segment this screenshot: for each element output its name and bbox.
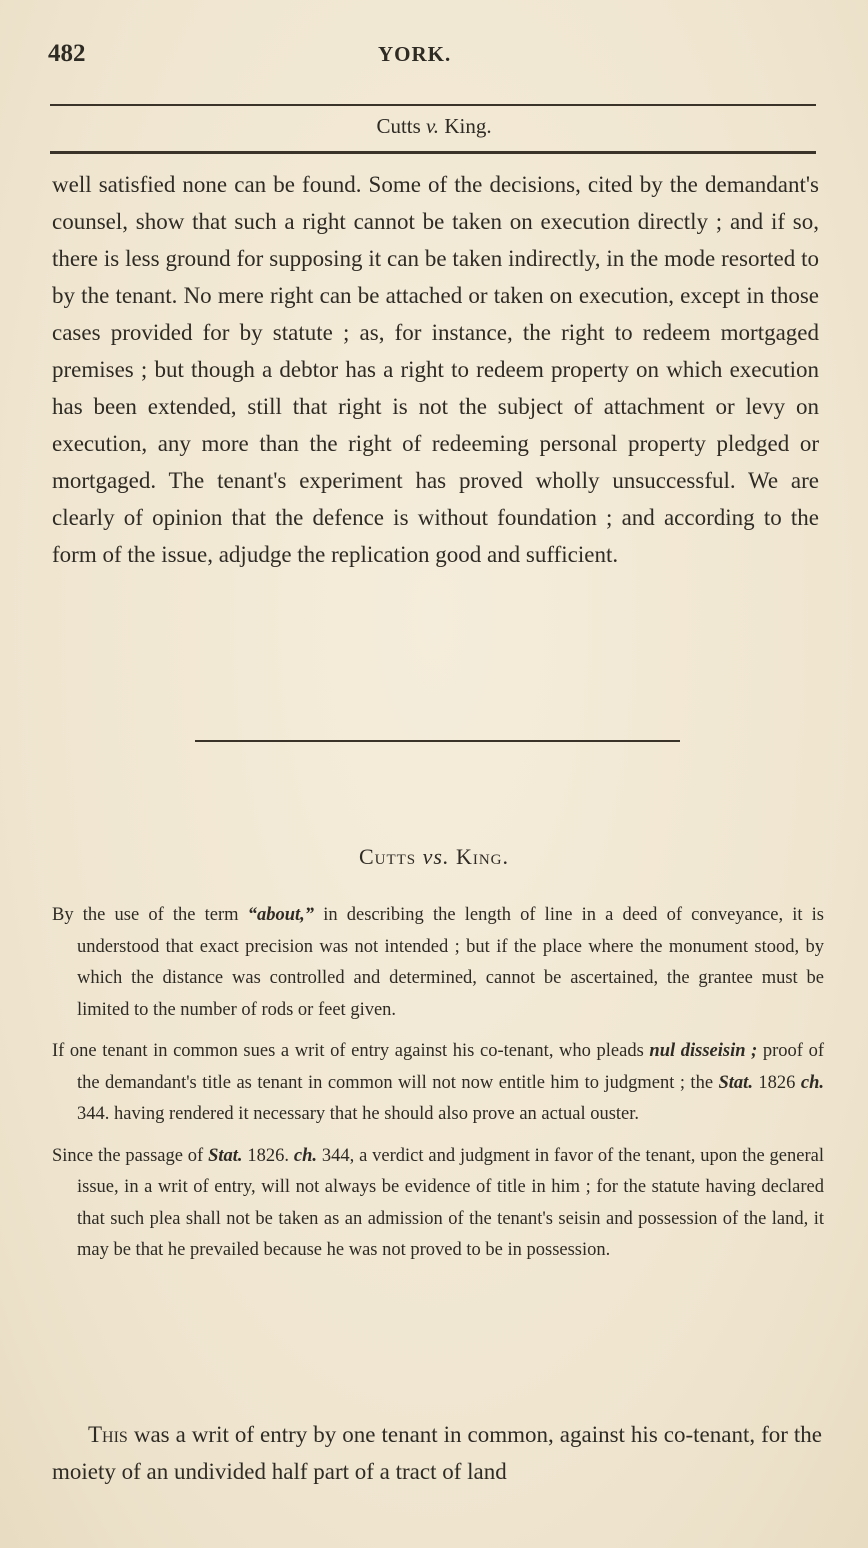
- page-number: 482: [48, 40, 86, 67]
- header-rule-top: [50, 104, 816, 106]
- new-case-party-1: Cutts: [358, 844, 417, 869]
- headnote-3-stat: Stat.: [208, 1145, 243, 1166]
- case-versus: v.: [426, 114, 440, 138]
- headnotes: [52, 900, 824, 1277]
- case-party-1: Cutts: [376, 114, 421, 138]
- headnote-2-text-cont: proof of the demandant's title as tenant in common will not now entitle him to judgment ; the: [77, 1041, 824, 1093]
- case-statement: [52, 1416, 822, 1490]
- case-statement-text: was a writ of entry by one tenant in common, against his co-tenant, for the moiety of an undivided half part of a tract of land: [52, 1422, 822, 1484]
- section-divider: [195, 740, 680, 742]
- headnote-1: [52, 900, 824, 1026]
- new-case-versus: vs.: [422, 844, 450, 869]
- headnote-2-text-end: 344. having rendered it necessary that he should also prove an actual ouster.: [77, 1104, 640, 1124]
- headnote-1-term: “about,”: [247, 905, 315, 925]
- headnote-3-year: 1826.: [242, 1145, 294, 1166]
- opinion-text: well satisfied none can be found. Some of the decisions, cited by the demandant's counsel, show that such a right cannot be taken on execution directly ; and if so, there is less ground for supposing it can be taken indirectly, in the mode resorted to by the tenant. No mere right can be attached or taken on execution, except in those cases provided for by statute ; as, for instance, the right to redeem mortgaged premises ; but though a debtor has a right to redeem property on which execution has been extended, still that right is not the subject of attachment or levy on execution, any more than the right of redeeming personal property pledged or mortgaged. The tenant's experiment has proved wholly unsuccessful. We are clearly of opinion that the defence is without foundation ; and according to the form of the issue, adjudge the replication good and sufficient.: [52, 172, 819, 567]
- headnote-2: [52, 1036, 824, 1131]
- headnote-3-text: Since the passage of: [52, 1145, 209, 1166]
- headnote-2-year: 1826: [752, 1072, 801, 1093]
- headnote-2-text: If one tenant in common sues a writ of entry against his co-tenant, who pleads: [52, 1041, 650, 1061]
- headnote-2-plea: nul disseisin ;: [649, 1041, 758, 1061]
- running-title: YORK.: [378, 42, 452, 66]
- headnote-3-text-end: 344, a verdict and judgment in favor of the tenant, upon the general issue, in a writ of entry, will not always be evidence of title in him ; for the statute having declared that such plea shall not be taken as an admission of the tenant's seisin and possession of the land, it may be that he prevailed because he was not proved to be in possession.: [77, 1145, 824, 1260]
- headnote-2-ch: ch.: [800, 1072, 824, 1093]
- new-case-title: [0, 844, 868, 870]
- headnote-1-text: By the use of the term: [52, 905, 248, 925]
- headnote-3-ch: ch.: [293, 1145, 317, 1166]
- headnote-1-text-cont: in describing the length of line in a deed of conveyance, it is understood that exact precision was not intended ; but if the place where the monument stood, by which the distance was controlled and determined, cannot be ascertained, the grantee must be limited to the number of rods or feet given.: [77, 905, 825, 1020]
- headnote-2-stat: Stat.: [718, 1072, 753, 1093]
- new-case-party-2: King.: [455, 844, 510, 869]
- case-statement-lead: This: [88, 1422, 128, 1447]
- page-header: [48, 40, 820, 76]
- case-running-head: [0, 114, 868, 139]
- headnote-3: [52, 1141, 824, 1267]
- header-rule-bottom: [50, 151, 816, 154]
- case-party-2: King.: [444, 114, 492, 138]
